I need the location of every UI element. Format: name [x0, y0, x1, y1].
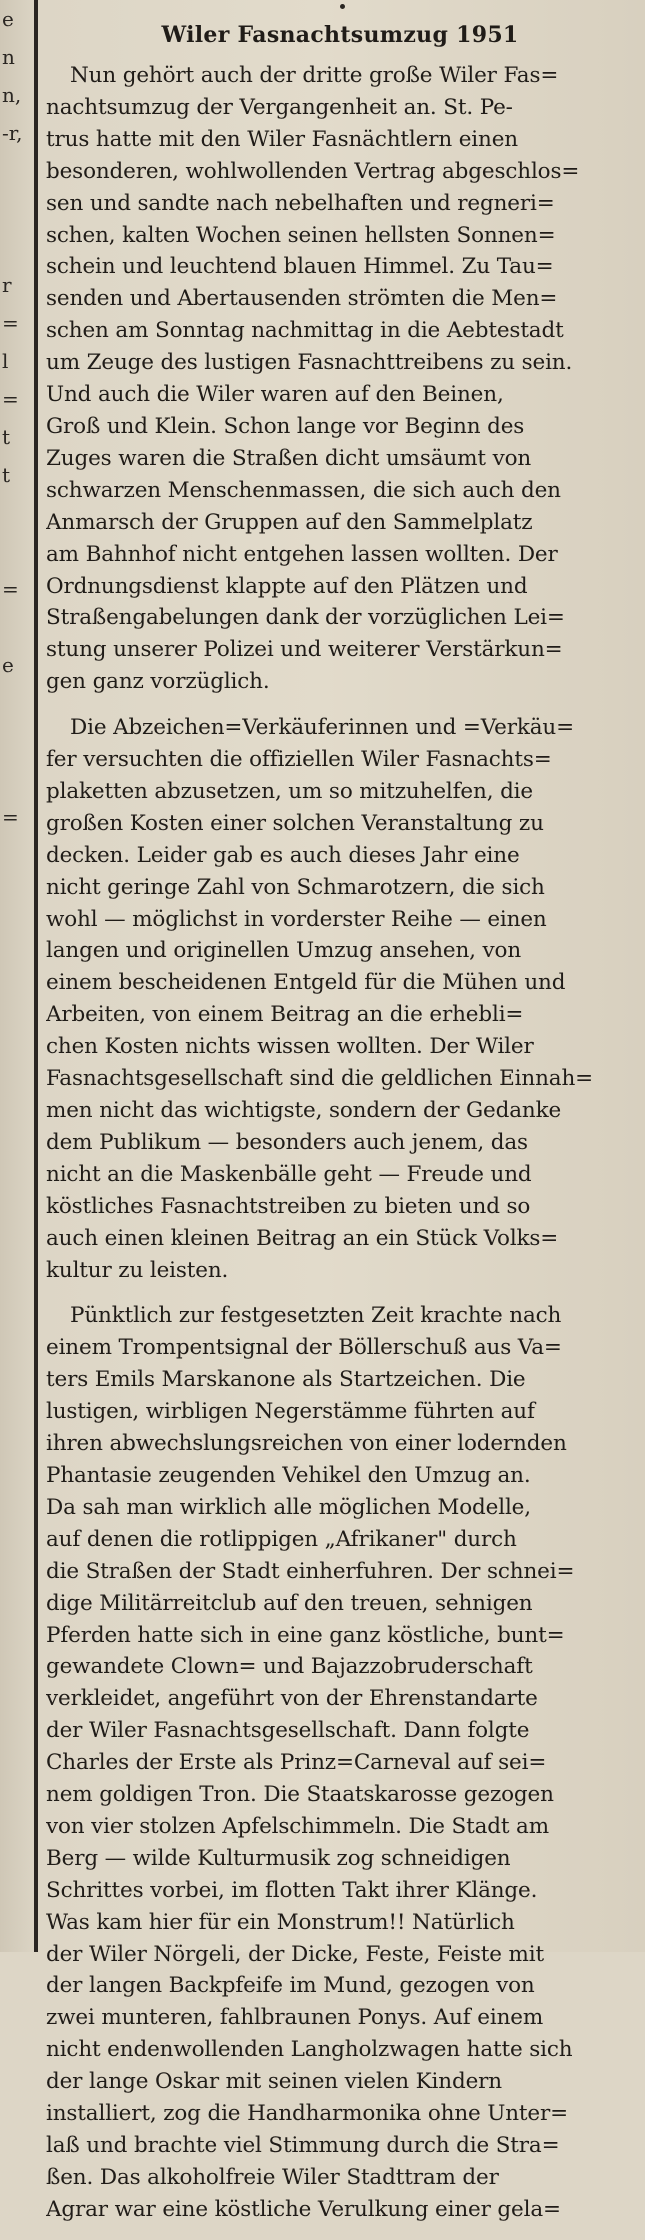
- text-line: Berg — wilde Kulturmusik zog schneidigen: [46, 1845, 511, 1871]
- margin-fragment: [0, 760, 30, 798]
- text-line: nachtsumzug der Vergangenheit an. St. Pe-: [46, 94, 513, 120]
- text-line: installiert, zog die Handharmonika ohne Unter=: [46, 2101, 568, 2127]
- text-line: nicht geringe Zahl von Schmarotzern, die sich: [46, 874, 545, 900]
- text-line: Zuges waren die Straßen dicht umsäumt von: [46, 445, 532, 471]
- text-line: Straßengabelungen dank der vorzüglichen Lei=: [46, 605, 565, 631]
- text-line: zwei munteren, fahlbraunen Ponys. Auf einem: [46, 2005, 544, 2031]
- margin-fragment: e: [2, 653, 14, 677]
- text-line: dige Militärreitclub auf den treuen, sehnigen: [46, 1590, 533, 1616]
- text-line: trus hatte mit den Wiler Fasnächtlern einen: [46, 126, 518, 152]
- text-line: großen Kosten einer solchen Veranstaltung zu: [46, 810, 544, 836]
- text-line: senden und Abertausenden strömten die Men=: [46, 286, 558, 312]
- text-line: Und auch die Wiler waren auf den Beinen,: [46, 382, 504, 408]
- margin-fragment: =: [2, 577, 19, 601]
- text-line: Pferden hatte sich in eine ganz köstliche, bunt=: [46, 1622, 565, 1648]
- text-line: fer versuchten die offiziellen Wiler Fasnachts=: [46, 747, 552, 773]
- margin-fragment: [0, 874, 30, 912]
- margin-fragment: [0, 228, 30, 266]
- margin-fragment: -r,: [2, 121, 23, 145]
- margin-fragment: [0, 836, 30, 874]
- text-line: auf denen die rotlippigen „Afrikaner" durch: [46, 1526, 517, 1552]
- text-line: Pünktlich zur festgesetzten Zeit krachte nach: [70, 1303, 562, 1329]
- article: [46, 22, 634, 2240]
- text-line: langen und originellen Umzug ansehen, von: [46, 938, 522, 964]
- text-line: Agrar war eine köstliche Verulkung einer gela=: [46, 2196, 561, 2222]
- margin-fragment: [0, 684, 30, 722]
- text-line: der langen Backpfeife im Mund, gezogen von: [46, 1973, 535, 1999]
- text-line: chen Kosten nichts wissen wollten. Der Wiler: [46, 1034, 534, 1060]
- text-line: Groß und Klein. Schon lange vor Beginn des: [46, 413, 525, 439]
- ornament-dot: [340, 4, 345, 9]
- margin-fragment: [0, 152, 30, 190]
- paragraph: [46, 1300, 634, 2225]
- margin-fragment: [0, 494, 30, 532]
- text-line: gen ganz vorzüglich.: [46, 669, 270, 695]
- text-line: nem goldigen Tron. Die Staatskarosse gezogen: [46, 1782, 554, 1808]
- text-line: lustigen, wirbligen Negerstämme führten auf: [46, 1399, 535, 1425]
- text-line: einem Trompentsignal der Böllerschuß aus Va=: [46, 1335, 562, 1361]
- margin-fragment: =: [2, 805, 19, 829]
- margin-fragment: =: [2, 387, 19, 411]
- text-line: Ordnungsdienst klappte auf den Plätzen und: [46, 573, 528, 599]
- text-line: dem Publikum — besonders auch jenem, das: [46, 1129, 528, 1155]
- text-line: Die Abzeichen=Verkäuferinnen und =Verkäu=: [70, 715, 574, 741]
- margin-fragment: r: [2, 273, 12, 297]
- paragraph: [46, 60, 634, 698]
- text-line: Was kam hier für ein Monstrum!! Natürlich: [46, 1909, 515, 1935]
- text-line: am Bahnhof nicht entgehen lassen wollten. Der: [46, 541, 558, 567]
- text-line: schwarzen Menschenmassen, die sich auch den: [46, 477, 561, 503]
- margin-fragment: l: [2, 349, 9, 373]
- text-line: Schrittes vorbei, im flotten Takt ihrer Klänge.: [46, 1877, 538, 1903]
- text-line: men nicht das wichtigste, sondern der Gedanke: [46, 1098, 562, 1123]
- margin-fragment: [0, 532, 30, 570]
- adjacent-column-fragment: [0, 0, 30, 1952]
- text-line: schein und leuchtend blauen Himmel. Zu Tau=: [46, 254, 554, 280]
- text-line: ßen. Das alkoholfreie Wiler Stadttram der: [46, 2164, 499, 2190]
- margin-fragment: n: [2, 45, 15, 69]
- text-line: auch einen kleinen Beitrag an ein Stück Volks=: [46, 1225, 559, 1251]
- margin-fragment: =: [2, 311, 19, 335]
- text-line: decken. Leider gab es auch dieses Jahr eine: [46, 842, 520, 868]
- text-line: um Zeuge des lustigen Fasnachttreibens zu sein.: [46, 350, 573, 376]
- text-line: einem bescheidenen Entgeld für die Mühen und: [46, 970, 566, 996]
- text-line: Anmarsch der Gruppen auf den Sammelplatz: [46, 509, 533, 535]
- text-line: der lange Oskar mit seinen vielen Kindern: [46, 2069, 502, 2095]
- text-line: Arbeiten, von einem Beitrag an die erhebli=: [46, 1002, 524, 1028]
- column-rule: [34, 0, 38, 1952]
- margin-fragment: n,: [2, 83, 22, 107]
- text-line: stung unserer Polizei und weiterer Verstärkun=: [46, 637, 563, 663]
- text-line: wohl — möglichst in vorderster Reihe — einen: [46, 906, 547, 932]
- text-line: Fasnachtsgesellschaft sind die geldlichen Einnah=: [46, 1066, 594, 1092]
- text-line: kultur zu leisten.: [46, 1257, 229, 1283]
- margin-fragment: t: [2, 425, 11, 449]
- text-line: schen, kalten Wochen seinen hellsten Sonnen=: [46, 222, 556, 248]
- text-line: Da sah man wirklich alle möglichen Modelle,: [46, 1494, 531, 1520]
- text-line: schen am Sonntag nachmittag in die Aebtestadt: [46, 318, 564, 344]
- paragraph: [46, 712, 634, 1286]
- text-line: Charles der Erste als Prinz=Carneval auf sei=: [46, 1750, 547, 1776]
- text-line: ters Emils Marskanone als Startzeichen. Die: [46, 1367, 526, 1393]
- text-line: Nun gehört auch der dritte große Wiler Fas=: [70, 63, 559, 88]
- text-line: von vier stolzen Apfelschimmeln. Die Stadt am: [46, 1813, 549, 1839]
- text-line: die Straßen der Stadt einherfuhren. Der schnei=: [46, 1558, 575, 1584]
- text-line: sen und sandte nach nebelhaften und regneri=: [46, 190, 555, 216]
- text-line: köstliches Fasnachtstreiben zu bieten und so: [46, 1193, 531, 1219]
- margin-fragment: [0, 190, 30, 228]
- text-line: nicht endenwollenden Langholzwagen hatte sich: [46, 2037, 573, 2063]
- text-line: ihren abwechslungsreichen von einer lodernden: [46, 1431, 567, 1457]
- text-line: besonderen, wohlwollenden Vertrag abgeschlos=: [46, 158, 580, 184]
- text-line: der Wiler Nörgeli, der Dicke, Feste, Feiste mit: [46, 1941, 544, 1967]
- margin-fragment: t: [2, 463, 11, 487]
- text-line: gewandete Clown= und Bajazzobruderschaft: [46, 1654, 533, 1680]
- text-line: verkleidet, angeführt von der Ehrenstandarte: [46, 1686, 538, 1712]
- margin-fragment: [0, 608, 30, 646]
- margin-fragment: e: [2, 7, 14, 31]
- margin-fragment: [0, 722, 30, 760]
- article-title: Wiler Fasnachtsumzug 1951: [161, 22, 519, 48]
- text-line: laß und brachte viel Stimmung durch die Stra=: [46, 2133, 560, 2158]
- text-line: nicht an die Maskenbälle geht — Freude und: [46, 1161, 532, 1187]
- text-line: Phantasie zeugenden Vehikel den Umzug an.: [46, 1462, 531, 1488]
- text-line: der Wiler Fasnachtsgesellschaft. Dann folgte: [46, 1718, 530, 1744]
- text-line: plaketten abzusetzen, um so mitzuhelfen, die: [46, 778, 533, 804]
- article-body: [46, 60, 634, 2226]
